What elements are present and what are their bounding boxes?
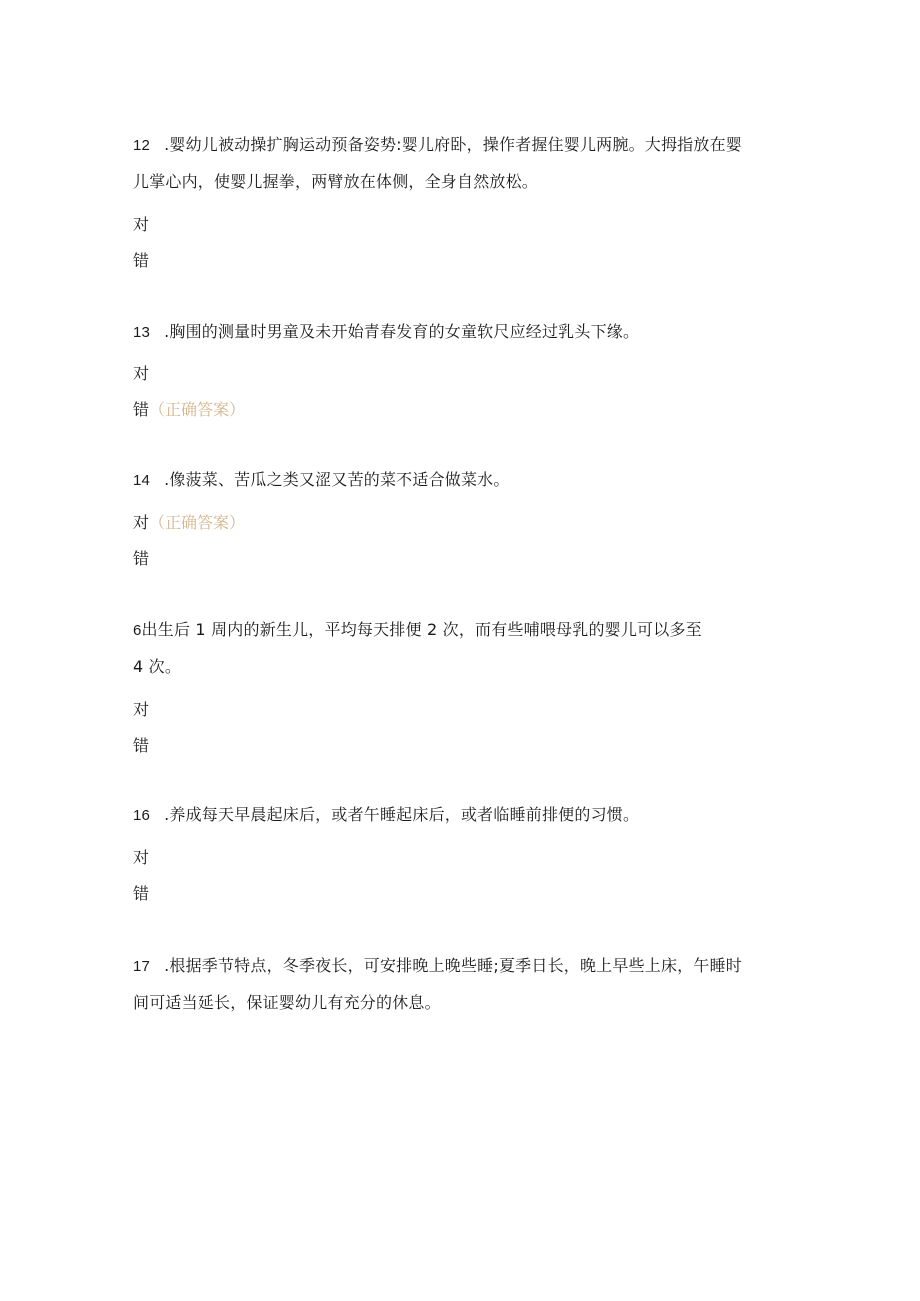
option-false[interactable]	[133, 549, 149, 569]
question-text-line-2: 儿掌心内，使婴儿握拳，两臂放在体侧，全身自然放松。	[133, 172, 539, 191]
option-true-label: 对	[133, 848, 150, 867]
option-false-label: 错	[133, 400, 150, 419]
question-stem	[133, 797, 783, 834]
option-true-label: 对	[133, 513, 150, 532]
question-number: 16	[133, 807, 151, 824]
question-text-line-1: .养成每天早晨起床后，或者午睡起床后，或者临睡前排便的习惯。	[164, 805, 640, 824]
option-false[interactable]	[133, 736, 149, 756]
option-true-label: 对	[133, 215, 150, 234]
question-stem	[133, 462, 783, 499]
option-false-label: 错	[133, 736, 150, 755]
question-stem	[133, 314, 783, 351]
question-stem	[133, 948, 783, 1021]
question-text-line-2: 4 次。	[133, 657, 182, 676]
option-true-label: 对	[133, 700, 150, 719]
question-text-line-1: .像菠菜、苦瓜之类又涩又苦的菜不适合做菜水。	[164, 470, 510, 489]
option-false-label: 错	[133, 251, 150, 270]
question-stem	[133, 612, 783, 685]
question-text-line-1: .根据季节特点，冬季夜长，可安排晚上晚些睡;夏季日长，晚上早些上床，午睡时	[164, 956, 742, 975]
question-number: 6	[133, 622, 142, 639]
question-text-line-1: 出生后 1 周内的新生儿，平均每天排便 2 次，而有些哺喂母乳的婴儿可以多至	[141, 620, 702, 639]
option-false-label: 错	[133, 884, 150, 903]
option-true[interactable]	[133, 215, 149, 235]
option-true[interactable]	[133, 513, 245, 533]
option-false-label: 错	[133, 549, 150, 568]
question-6	[133, 612, 783, 755]
option-true[interactable]	[133, 364, 149, 384]
question-text-line-2: 间可适当延长，保证婴幼儿有充分的休息。	[133, 993, 441, 1012]
correct-answer-tag: （正确答案）	[149, 513, 246, 532]
question-16	[133, 797, 783, 903]
option-true[interactable]	[133, 700, 149, 720]
question-stem	[133, 127, 783, 200]
option-true[interactable]	[133, 848, 149, 868]
option-false[interactable]	[133, 400, 245, 420]
correct-answer-tag: （正确答案）	[149, 400, 246, 419]
question-number: 17	[133, 958, 151, 975]
option-false[interactable]	[133, 251, 149, 271]
question-number: 13	[133, 324, 151, 341]
question-text-line-1: .婴幼儿被动操扩胸运动预备姿势:婴儿府卧，操作者握住婴儿两腕。大拇指放在婴	[164, 135, 742, 154]
question-number: 14	[133, 472, 151, 489]
question-13	[133, 314, 783, 419]
question-text-line-1: .胸围的测量时男童及未开始青春发育的女童软尺应经过乳头下缘。	[164, 322, 640, 341]
question-17	[133, 948, 783, 1021]
question-number: 12	[133, 137, 151, 154]
question-14	[133, 462, 783, 568]
question-12	[133, 127, 783, 270]
option-false[interactable]	[133, 884, 149, 904]
option-true-label: 对	[133, 364, 150, 383]
